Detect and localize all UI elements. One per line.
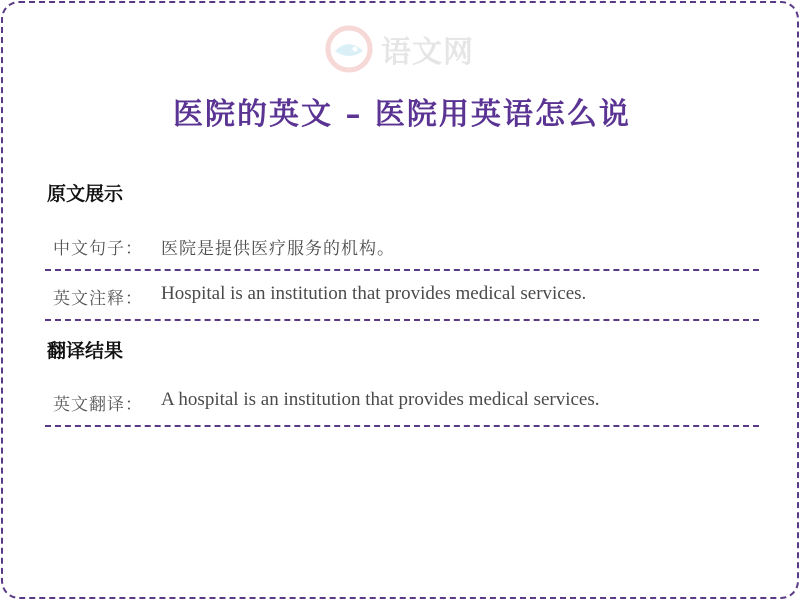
english-translation-row [45, 377, 759, 427]
english-annotation-label: 英文注释： [53, 289, 143, 309]
content-card [1, 1, 799, 599]
chinese-sentence-label: 中文句子： [53, 239, 143, 259]
english-annotation-text: Hospital is an institution that provides medical services. [161, 283, 587, 304]
site-watermark [325, 25, 475, 73]
english-translation-label: 英文翻译： [53, 395, 143, 415]
chinese-sentence-row [45, 221, 759, 271]
chinese-sentence-text: 医院是提供医疗服务的机构。 [161, 239, 395, 259]
fish-circle-logo-icon [325, 25, 377, 73]
section-heading-translation: 翻译结果 [47, 340, 124, 362]
english-translation-text: A hospital is an institution that provides medical services. [161, 389, 600, 410]
section-heading-original: 原文展示 [47, 183, 124, 205]
english-annotation-row [45, 271, 759, 321]
page-title: 医院的英文 – 医院用英语怎么说 [173, 97, 631, 132]
watermark-text: 语文网 [381, 35, 474, 70]
